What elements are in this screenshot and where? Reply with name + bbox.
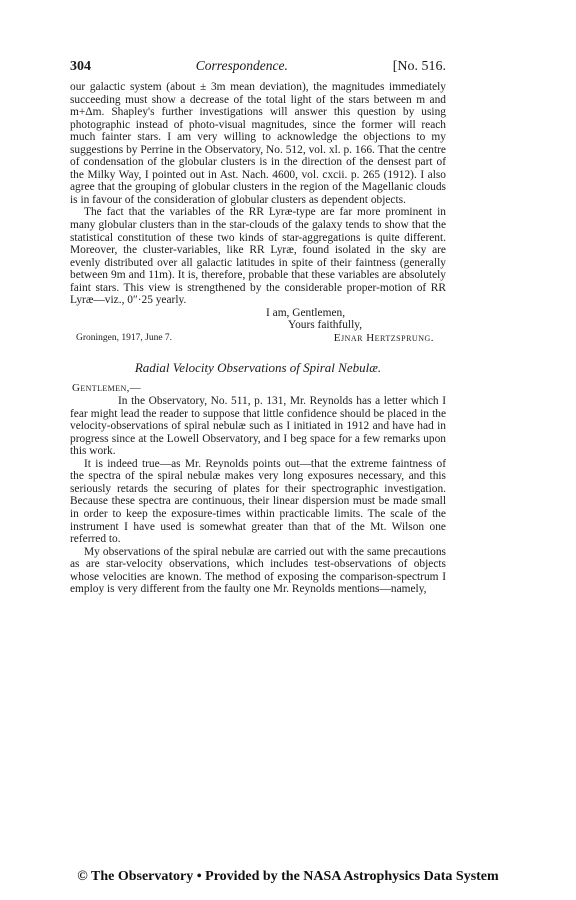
page-number: 304 bbox=[70, 59, 91, 74]
journal-page bbox=[70, 58, 446, 596]
salutation: Gentlemen,— bbox=[72, 382, 142, 395]
paragraph: our galactic system (about ± 3m mean deviation), the magnitudes immediately succeeding must show a decrease of the total light of the stars between m and m+Δm. Shapley's further investigations will answer this question by using photographic instead of photo-visual magnitudes, since the former will reach much fainter stars. I am very willing to acknowledge the objections to my suggestions by Perrine in the Observatory, No. 512, vol. xl. p. 166. That the centre of condensation of the globular clusters is in the direction of the densest part of the Milky Way, I pointed out in Ast. Nach. 4600, vol. cxcii. p. 265 (1912). I also agree that the grouping of globular clusters in the region of the Magellanic clouds is in favour of the consideration of globular clusters as dependent objects. bbox=[70, 81, 446, 206]
page-header bbox=[70, 58, 446, 75]
letter-hertzsprung bbox=[70, 81, 446, 307]
paragraph: My observations of the spiral nebulæ are carried out with the same precautions as are star-velocity observations, which includes test-observations of objects whose velocities are known. The method of exposing the comparison-spectrum I employ is very different from the faulty one Mr. Reynolds mentions—namely, bbox=[70, 545, 446, 596]
letter-signoff bbox=[70, 307, 446, 345]
signature: Ejnar Hertzsprung. bbox=[333, 331, 434, 344]
paragraph: It is indeed true—as Mr. Reynolds points out—that the extreme faintness of the spectra of the spiral nebulæ makes very long exposures necessary, and this seriously retards the securing of plates for their spectrographic investigation. Because these spectra are continuous, their linear dispersion must be made small in order to keep the exposure-times within practicable limits. The scale of the instrument I have used is somewhat greater than that of the Mt. Wilson one referred to. bbox=[70, 457, 446, 546]
paragraph: The fact that the variables of the RR Lyræ-type are far more prominent in many globular clusters than in the star-clouds of the galaxy tends to show that the statistical constitution of these two kinds of star-aggregations is quite different. Moreover, the cluster-variables, like RR Lyræ, found isolated in the sky are evenly distributed over all galactic latitudes in spite of their faintness (generally between 9m and 11m). It is, therefore, probable that these variables are absolutely faint stars. This view is strengthened by the considerable proper-motion of RR Lyræ—viz., 0″·25 yearly. bbox=[70, 206, 446, 307]
place-date: Groningen, 1917, June 7. bbox=[76, 332, 173, 343]
ads-footer: © The Observatory • Provided by the NASA Astrophysics Data System bbox=[77, 869, 499, 884]
closing-line: I am, Gentlemen, bbox=[266, 306, 346, 319]
paragraph: In the Observatory, No. 511, p. 131, Mr. Reynolds has a letter which I fear might lead the reader to suppose that little confidence should be placed in the velocity-observations of spiral nebulæ such as I initiated in 1912 and have had in progress since at the Lowell Observatory, and I beg space for a few remarks upon this work. bbox=[70, 395, 446, 458]
yours-faithfully: Yours faithfully, bbox=[288, 319, 363, 332]
letter-radial-velocity bbox=[70, 382, 446, 595]
section-title: Radial Velocity Observations of Spiral Nebulæ. bbox=[134, 360, 382, 376]
issue-number: [No. 516. bbox=[392, 59, 446, 74]
running-title: Correspondence. bbox=[195, 58, 288, 73]
